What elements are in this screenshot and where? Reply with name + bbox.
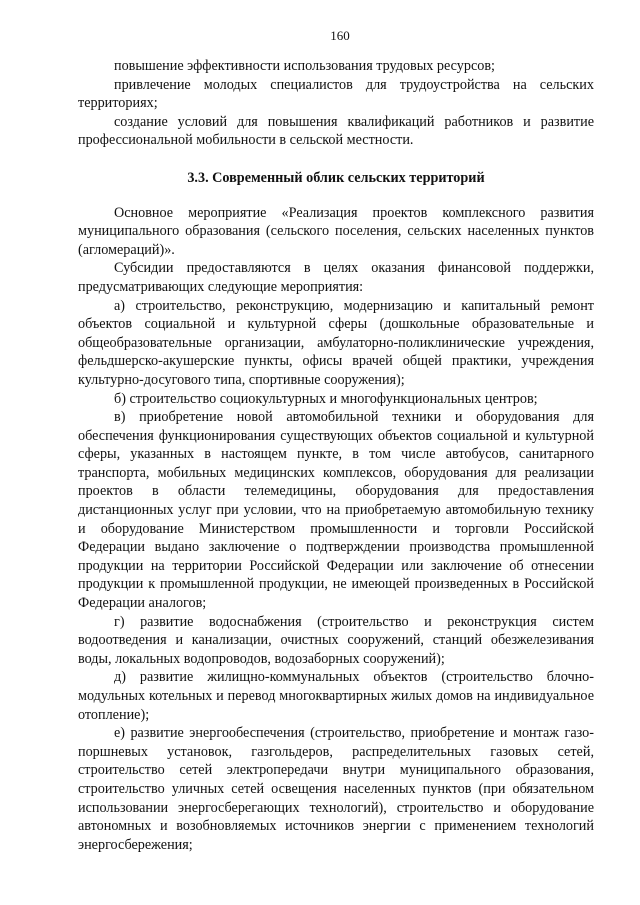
paragraph-labor-efficiency: повышение эффективности использования трудовых ресурсов; xyxy=(114,58,496,74)
paragraph-qualification: создание условий для повышения квалификаций работников и развитие профессиональной мобильности в сельской местности. xyxy=(78,113,594,149)
section-heading: 3.3. Современный облик сельских территорий xyxy=(187,169,485,186)
list-item-g: г) развитие водоснабжения (строительство и реконструкция систем водоотведения и канализации, очистных сооружений, станций обезжелезивания воды, локальных водопроводов, водозаборных сооружений); xyxy=(78,613,594,667)
list-item-v: в) приобретение новой автомобильной техники и оборудования для обеспечения функционирования существующих объектов социальной и культурной сферы, указанных в настоящем пункте, в том числе автобусов, санитарного транспорта, мобильных медицинских комплексов, оборудования для реализации проектов в области телемедицины, оборудования для предоставления дистанционных услуг при условии, что на приобретаемую автомобильную технику и оборудование Министерством промышленности и торговли Российской Федерации выдано заключение о подтверждении производства промышленной продукции на территории Российской Федерации или заключение об отнесении продукции к промышленной продукции, не имеющей произведенных в Российской Федерации аналогов; xyxy=(78,409,594,612)
list-item-e: е) развитие энергообеспечения (строительство, приобретение и монтаж газо-поршневых установок, газгольдеров, распределительных газовых сетей, строительство сетей электропередачи внутри муниципального образования, строительство уличных сетей освещения населенных пунктов (при обязательном использовании энергосберегающих технологий), строительство и оборудование автономных и возобновляемых источников энергии с применением технологий энергосбережения; xyxy=(78,725,594,853)
paragraph-young-specialists: привлечение молодых специалистов для трудоустройства на сельских территориях; xyxy=(78,76,594,112)
list-item-b: б) строительство социокультурных и многофункциональных центров; xyxy=(114,390,538,407)
paragraph-main-measure: Основное мероприятие «Реализация проектов комплексного развития муниципального образования (сельского поселения, сельских населенных пунктов (агломераций)». xyxy=(78,204,594,258)
page-number: 160 xyxy=(330,28,350,43)
document-page xyxy=(78,28,594,854)
list-item-a: а) строительство, реконструкцию, модернизацию и капитальный ремонт объектов социальной и культурной сферы (дошкольные образовательные и общеобразовательные организации, амбулаторно-поликлинические учреждения, фельдшерско-акушерские пункты, офисы врачей общей практики, учреждения культурно-досугового типа, спортивные сооружения); xyxy=(78,297,594,388)
list-item-d: д) развитие жилищно-коммунальных объектов (строительство блочно-модульных котельных и перевод многоквартирных жилых домов на индивидуальное отопление); xyxy=(78,669,594,723)
paragraph-subsidies: Субсидии предоставляются в целях оказания финансовой поддержки, предусматривающих следующие мероприятия: xyxy=(78,260,594,295)
